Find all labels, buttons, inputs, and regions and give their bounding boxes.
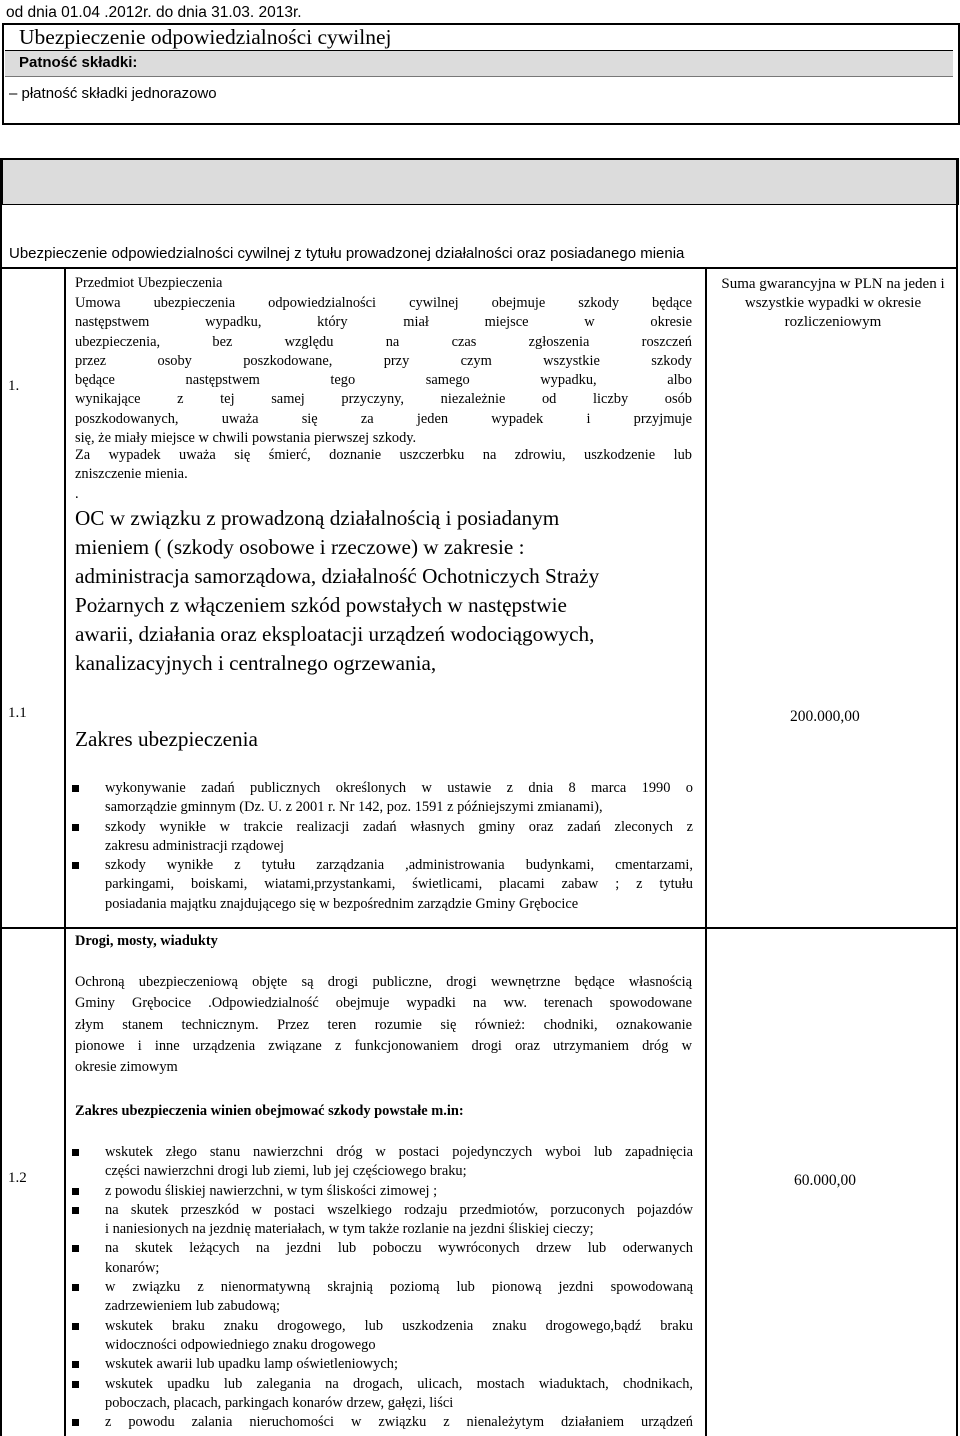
definition-paragraph (75, 294, 692, 448)
square-bullet-icon (72, 862, 79, 869)
square-bullet-icon (72, 1419, 79, 1426)
square-bullet-icon (72, 1149, 79, 1156)
bullet-line: zadrzewieniem lub zabudową; (105, 1298, 281, 1315)
list-item (72, 1201, 693, 1240)
oc-line: kanalizacyjnych i centralnego ogrzewania, (75, 651, 437, 675)
square-bullet-icon (72, 785, 79, 792)
list-item (72, 1375, 693, 1414)
square-bullet-icon (72, 1245, 79, 1252)
scope-heading: Zakres ubezpieczenia (75, 727, 258, 751)
definition-line: będące następstwem tego samego wypadku, albo (75, 372, 692, 389)
square-bullet-icon (72, 1188, 79, 1195)
list-item (72, 1182, 693, 1201)
roads-line: złym stanem technicznym. Przez teren rozumie się również: chodniki, oznakowanie (75, 1016, 692, 1033)
payment-value: – płatność składki jednorazowo (9, 85, 217, 102)
bullet-line: wskutek upadku lub zalegania na drogach, ulicach, mostach wiaduktach, chodnikach, (105, 1375, 693, 1392)
accident-definition (75, 446, 692, 504)
roads-heading: Drogi, mosty, wiadukty (75, 933, 218, 949)
bullet-line: posiadania majątku znajdującego się w bezpośrednim zarządzie Gminy Grębocice (105, 895, 579, 912)
roads-scope-heading: Zakres ubezpieczenia winien obejmować szkody powstałe m.in: (75, 1103, 464, 1119)
bullet-line: na skutek leżących na jezdni lub poboczu wywróconych drzew lub oderwanych (105, 1240, 693, 1257)
payment-label: Patność składki: (19, 54, 138, 71)
bullet-line: konarów; (105, 1259, 160, 1276)
oc-scope-text (75, 504, 705, 678)
oc-line: mieniem ( (szkody osobowe i rzeczowe) w zakresie : (75, 535, 525, 559)
square-bullet-icon (72, 1361, 79, 1368)
definition-line: poszkodowanych, uważa się za jeden wypadek i przyjmuje (75, 410, 692, 427)
definition-line: Umowa ubezpieczenia odpowiedzialności cywilnej obejmuje szkody będące (75, 295, 692, 311)
list-item (72, 1239, 693, 1278)
roads-bullet-list (72, 1143, 693, 1432)
table-left-border (0, 158, 2, 1436)
bullet-line: części nawierzchni drogi lub ziemi, lub jej częściowego braku; (105, 1163, 467, 1180)
sum-insured-heading: Suma gwarancyjna w PLN na jeden i wszystkie wypadki w okresie rozliczeniowym (721, 276, 945, 330)
roads-line: okresie zimowym (75, 1059, 178, 1076)
dot-line: . (75, 485, 79, 502)
bullet-line: z powodu śliskiej nawierzchni, w tym śliskości zimowej ; (105, 1182, 438, 1199)
bullet-line: wskutek braku znaku drogowego, lub uszkodzenia znaku drogowego,bądź braku (105, 1317, 693, 1334)
bullet-line: szkody wynikłe w trakcie realizacji zadań własnych gminy oraz zadań zleconych z (105, 818, 693, 835)
bullet-line: samorządzie gminnym (Dz. U. z 2001 r. Nr 142, poz. 1591 z późniejszymi zmianami), (105, 799, 603, 816)
bullet-line: w związku z nienormatywną skrajnią poziomą lub pionową jezdni spowodowaną (105, 1279, 693, 1296)
subject-heading: Przedmiot Ubezpieczenia (75, 275, 223, 291)
oc-line: Pożarnych z włączeniem szkód powstałych w następstwie (75, 593, 567, 617)
definition-line: się, że miały miejsce w chwili powstania pierwszej szkody. (75, 430, 417, 447)
period-text: od dnia 01.04 .2012r. do dnia 31.03. 2013r. (6, 4, 302, 21)
bullet-line: parkingami, boiskami, wiatami,przystankami, świetlicami, placami zabaw ; z tytułu (105, 876, 693, 893)
amount-1-2: 60.000,00 (794, 1172, 856, 1189)
col-amount-divider (705, 267, 707, 1436)
bullet-line: i naniesionych na jezdnię materiałach, w tym także rozlanie na jezdni śliskiej cieczy; (105, 1221, 594, 1238)
definition-line: następstwem wypadku, który miał miejsce w okresie (75, 314, 692, 331)
row-number-1-2: 1.2 (8, 1170, 27, 1186)
bullet-line: z powodu zalania nieruchomości w związku z nienależytym działaniem urządzeń (105, 1414, 693, 1431)
list-item (72, 1278, 693, 1317)
definition-line: wynikające z tej samej przyczyny, niezależnie od liczby osób (75, 391, 692, 408)
roads-line: Ochroną ubezpieczeniową objęte są drogi publiczne, drogi wewnętrzne będące własnością (75, 974, 692, 990)
bullet-line: na skutek przeszkód w postaci wszelkiego rodzaju przedmiotów, porzuconych pojazdów (105, 1201, 693, 1218)
bullet-line: szkody wynikłe z tytułu zarządzania ,administrowania budynkami, cmentarzami, (105, 857, 693, 874)
amount-1-1: 200.000,00 (790, 708, 860, 725)
row-divider-1-2 (0, 927, 958, 929)
square-bullet-icon (72, 1284, 79, 1291)
list-item (72, 1143, 693, 1182)
oc-line: administracja samorządowa, działalność Ochotniczych Straży (75, 564, 600, 588)
oc-line: awarii, działania oraz eksploatacji urządzeń wodociągowych, (75, 622, 595, 646)
payment-header-band (5, 51, 953, 77)
list-item (72, 1413, 693, 1432)
list-item (72, 818, 693, 857)
roads-line: pionowe i inne urządzenia związane z funkcjonowaniem drogi oraz utrzymaniem dróg w (75, 1037, 692, 1054)
table-right-border (956, 158, 958, 1436)
banner-box (1, 158, 959, 205)
square-bullet-icon (72, 824, 79, 831)
roads-line: Gminy Grębocice .Odpowiedzialność obejmuje wypadki na ww. terenach spowodowane (75, 995, 692, 1012)
list-item (72, 1355, 693, 1374)
section-title: Ubezpieczenie odpowiedzialności cywilnej z tytułu prowadzonej działalności oraz posiadanego mienia (9, 245, 685, 262)
row-number-1: 1. (8, 378, 20, 394)
row-number-1-1: 1.1 (8, 705, 27, 721)
bullet-line: poboczach, placach, parkingach konarów drzew, gałęzi, liści (105, 1394, 454, 1411)
accident-line: Za wypadek uważa się śmierć, doznanie uszczerbku na zdrowiu, uszkodzenie lub (75, 447, 692, 463)
bullet-line: wykonywanie zadań publicznych określonych w ustawie z dnia 8 marca 1990 o (105, 780, 693, 796)
bullet-line: wskutek awarii lub upadku lamp oświetleniowych; (105, 1356, 398, 1373)
col-num-divider (64, 267, 66, 1436)
page-title: Ubezpieczenie odpowiedzialności cywilnej (19, 25, 392, 49)
scope-bullet-list (72, 779, 693, 914)
definition-line: ubezpieczenia, bez względu na czas zgłoszenia roszczeń (75, 333, 692, 350)
square-bullet-icon (72, 1207, 79, 1214)
bullet-line: widoczności odpowiedniego znaku drogowego (105, 1336, 376, 1353)
oc-line: OC w związku z prowadzoną działalnością i posiadanym (75, 506, 560, 530)
bullet-line: wskutek złego stanu nawierzchni dróg w postaci pojedynczych wyboi lub zapadnięcia (105, 1144, 693, 1160)
list-item (72, 779, 693, 818)
square-bullet-icon (72, 1381, 79, 1388)
list-item (72, 1317, 693, 1356)
definition-line: przez osoby poszkodowane, przy czym wszystkie szkody (75, 352, 692, 369)
accident-line: zniszczenie mienia. (75, 466, 188, 483)
square-bullet-icon (72, 1323, 79, 1330)
roads-paragraph (75, 972, 692, 1078)
bullet-line: zakresu administracji rządowej (105, 837, 285, 854)
section-divider (0, 267, 958, 269)
list-item (72, 856, 693, 914)
